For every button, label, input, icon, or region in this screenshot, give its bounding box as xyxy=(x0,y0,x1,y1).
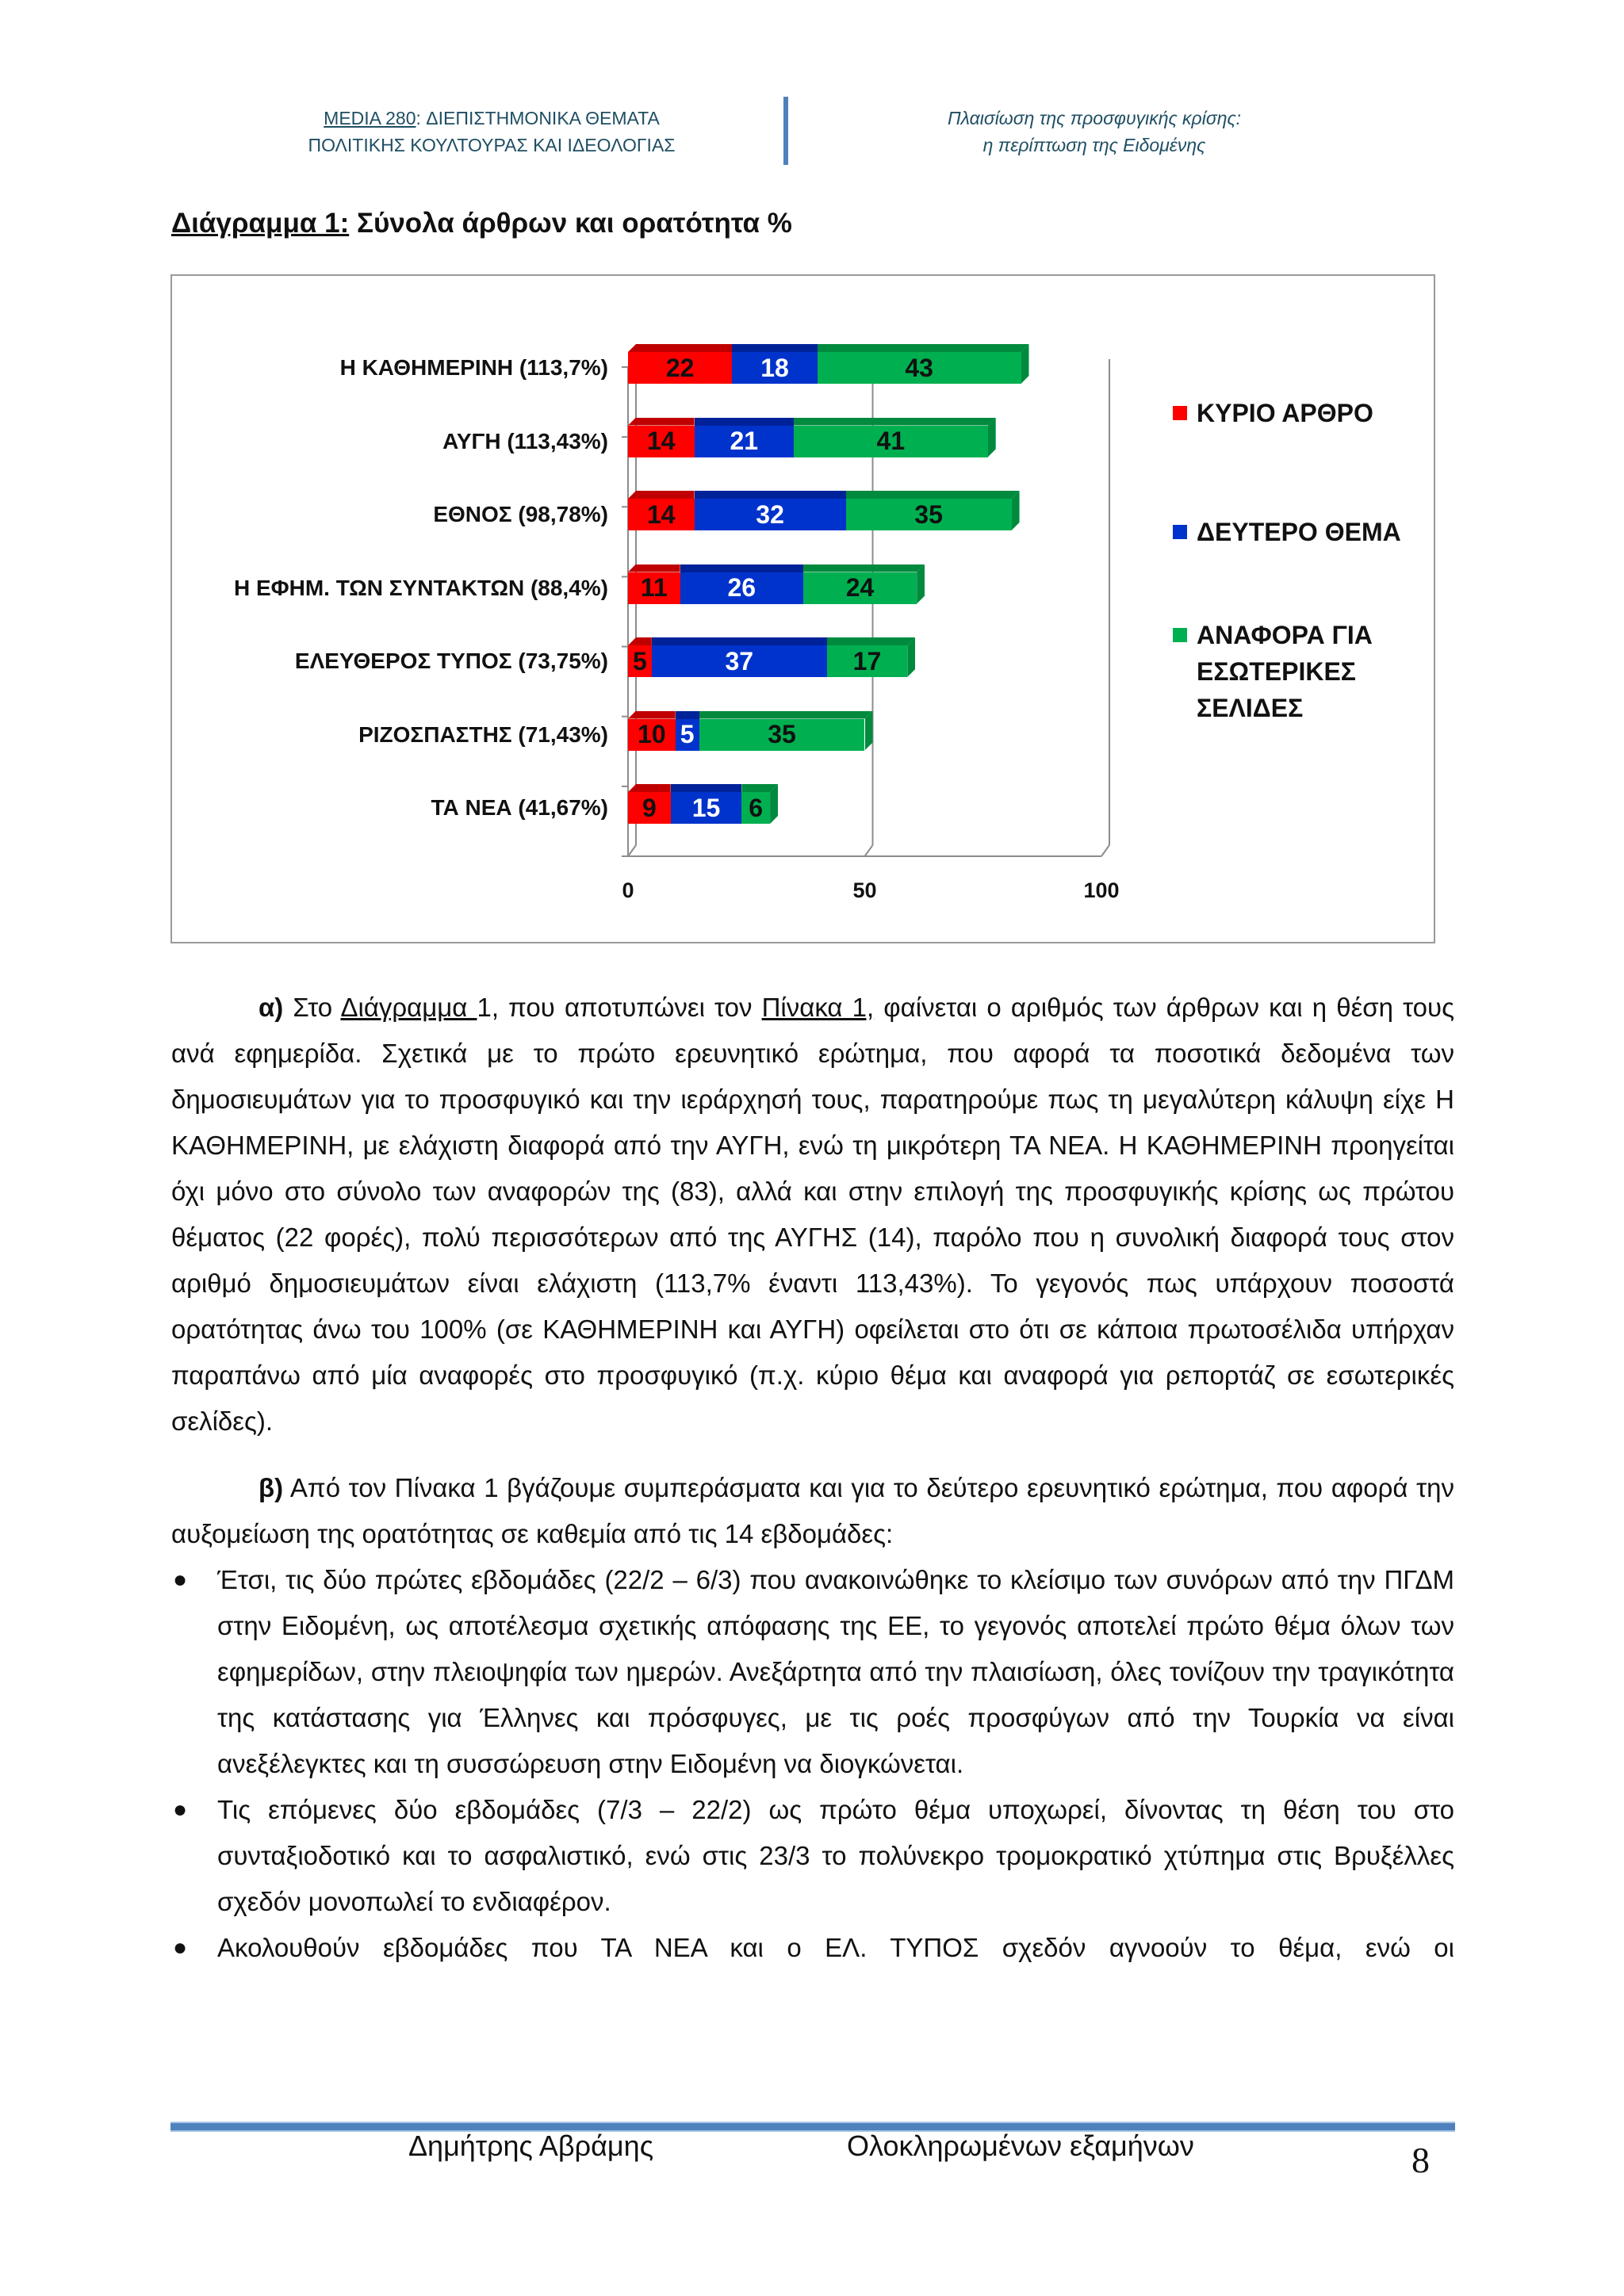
list-item xyxy=(171,1557,1454,1787)
bullet-list xyxy=(171,1557,1454,1971)
category-label: ΡΙΖΟΣΠΑΣΤΗΣ (71,43%) xyxy=(358,721,608,747)
bar-segment: 35 xyxy=(699,719,865,751)
category-label: ΕΛΕΥΘΕΡΟΣ ΤΥΠΟΣ (73,75%) xyxy=(294,649,608,673)
bar-segment: 17 xyxy=(827,645,907,677)
running-header-course xyxy=(270,105,714,159)
bar-segment: 21 xyxy=(695,426,794,457)
list-item xyxy=(171,1787,1454,1925)
figure-title xyxy=(171,208,792,239)
bar-segment-top xyxy=(699,711,873,719)
bar-segment-top xyxy=(671,784,742,792)
category-label: ΕΘΝΟΣ (98,78%) xyxy=(433,502,608,526)
bar-segment: 37 xyxy=(652,645,827,677)
legend-label: ΔΕΥΤΕΡΟ ΘΕΜΑ xyxy=(1197,518,1401,546)
bar-segment: 22 xyxy=(628,352,732,384)
category-label: ΤΑ ΝΕΑ (41,67%) xyxy=(431,795,608,820)
bar-segment: 18 xyxy=(732,352,817,384)
text-run: Στο xyxy=(283,993,341,1022)
legend-swatch-icon xyxy=(1173,406,1187,420)
list-item xyxy=(171,1925,1454,1971)
paragraph-a-marker: α) xyxy=(259,993,284,1022)
course-title-line1: : ΔΙΕΠΙΣΤΗΜΟΝΙΚΑ ΘΕΜΑΤΑ xyxy=(416,108,660,128)
text-run: Από τον Πίνακα 1 βγάζουμε συμπεράσματα και για το δεύτερο ερευνητικό ερώτημα, που αφορά την αυξομείωση της ορατότητας σε καθεμία από τις 14 εβδομάδες: xyxy=(171,1473,1454,1548)
tick-label: 0 xyxy=(622,878,634,902)
text-run: φαίνεται ο αριθμός των άρθρων και η θέση τους ανά εφημερίδα. Σχετικά με το πρώτο ερευνητικό ερώτημα, που αφορά τα ποσοτικά δεδομένα των δημοσιευμάτων για το προσφυγικό και την ιεράρχησή τους, παρατηρούμε πως τη μεγαλύτερη κάλυψη είχε Η ΚΑΘΗΜΕΡΙΝΗ, με ελάχιστη διαφορά από την ΑΥΓΗ, ενώ τη μικρότερη ΤΑ ΝΕΑ. Η ΚΑΘΗΜΕΡΙΝΗ προηγείται όχι μόνο στο σύνολο των αναφορών της (83), αλλά και στην επιλογή της προσφυγικής κρίσης ως πρώτου θέματος (22 φορές), πολύ περισσότερων από της ΑΥΓΗΣ (14), παρόλο που η συνολική διαφορά τους στον αριθμό δημοσιευμάτων είναι ελάχιστη (113,7% έναντι 113,43%). Το γεγονός πως υπάρχουν ποσοστά ορατότητας άνω του 100% (σε ΚΑΘΗΜΕΡΙΝΗ και ΑΥΓΗ) οφείλεται στο ότι σε κάποια πρωτοσέλιδα υπήρχαν παραπάνω από μία αναφορές στο προσφυγικό (π.χ. κύριο θέμα και αναφορά για ρεπορτάζ σε εσωτερικές σελίδες). xyxy=(171,993,1454,1436)
category-axis-labels xyxy=(172,276,608,942)
bar-segment: 6 xyxy=(741,792,770,824)
bar-segment-top xyxy=(827,637,915,645)
legend-item xyxy=(1173,514,1401,550)
bar-segment: 43 xyxy=(818,352,1021,384)
paper-title-line2: η περίπτωση της Ειδομένης xyxy=(982,135,1206,155)
bar-segment: 26 xyxy=(680,572,803,604)
tick-label: 100 xyxy=(1083,878,1120,902)
tick-label: 50 xyxy=(852,878,877,902)
legend-label: ΚΥΡΙΟ ΑΡΘΡΟ xyxy=(1197,399,1373,427)
bar-segment: 11 xyxy=(628,572,680,604)
bar-segment: 14 xyxy=(628,499,695,530)
list-item-text: Τις επόμενες δύο εβδομάδες (7/3 – 22/2) ως πρώτο θέμα υποχωρεί, δίνοντας τη θέση του στο συνταξιοδοτικό και το ασφαλιστικό, ενώ στις 23/3 το πολύνεκρο τρομοκρατικό χτύπημα στις Βρυξέλλες σχεδόν μονοπωλεί το ενδιαφέρον. xyxy=(217,1795,1454,1916)
figure-caption: Σύνολα άρθρων και ορατότητα % xyxy=(349,208,792,239)
bar-segment-top xyxy=(652,637,827,645)
bar-segment-top xyxy=(628,491,695,499)
bar-segment: 5 xyxy=(628,645,652,677)
figure-reference: Διάγραμμα xyxy=(340,993,477,1022)
category-label: Η ΚΑΘΗΜΕΡΙΝΗ (113,7%) xyxy=(339,355,608,380)
bar-segment-top xyxy=(628,344,732,352)
bullet-icon: ● xyxy=(173,1934,188,1961)
bar-segment-top xyxy=(628,564,680,572)
legend-swatch-icon xyxy=(1173,525,1187,539)
page-number: 8 xyxy=(1411,2140,1430,2180)
bar-segment: 15 xyxy=(671,792,742,824)
bar-segment: 5 xyxy=(676,719,699,751)
bullet-icon: ● xyxy=(173,1797,188,1823)
legend-item xyxy=(1173,617,1373,726)
paragraph-b-marker: β) xyxy=(259,1473,284,1502)
bar-segment-top xyxy=(846,491,1020,499)
figure-label: Διάγραμμα 1: xyxy=(171,208,350,239)
list-item-text: Έτσι, τις δύο πρώτες εβδομάδες (22/2 – 6/3) που ανακοινώθηκε το κλείσιμο των συνόρων από την ΠΓΔΜ στην Ειδομένη, ως αποτέλεσμα σχετικής απόφασης της ΕΕ, το γεγονός αποτελεί πρώτο θέμα όλων των εφημερίδων, στην πλειοψηφία των ημερών. Ανεξάρτητα από την πλαισίωση, όλες τονίζουν την τραγικότητα της κατάστασης για Έλληνες και πρόσφυγες, με τις ροές προσφύγων από την Τουρκία να είναι ανεξέλεγκτες και τη συσσώρευση στην Ειδομένη να διογκώνεται. xyxy=(217,1565,1454,1778)
footer-rule xyxy=(170,2122,1455,2132)
bar-segment: 9 xyxy=(628,792,671,824)
bar-segment: 35 xyxy=(846,499,1012,530)
body-text xyxy=(171,985,1454,1971)
legend-swatch-icon xyxy=(1173,628,1187,642)
running-header-paper xyxy=(856,105,1332,159)
bar-segment-top xyxy=(732,344,817,352)
paragraph-a xyxy=(171,985,1454,1445)
paragraph-b xyxy=(171,1465,1454,1557)
stacked-bar-chart xyxy=(170,274,1435,943)
paper-title-line1: Πλαισίωση της προσφυγικής κρίσης: xyxy=(947,108,1242,128)
category-label: Η ΕΦΗΜ. ΤΩΝ ΣΥΝΤΑΚΤΩΝ (88,4%) xyxy=(233,575,608,600)
bar-segment: 41 xyxy=(794,426,988,457)
bar-segment-top xyxy=(794,418,996,426)
table-reference: Πίνακα 1, xyxy=(761,993,875,1022)
bullet-icon: ● xyxy=(173,1567,188,1593)
legend-label: ΑΝΑΦΟΡΑ ΓΙΑ ΕΣΩΤΕΡΙΚΕΣ ΣΕΛΙΔΕΣ xyxy=(1197,621,1373,722)
course-code: MEDIA 280 xyxy=(324,108,416,128)
text-run: 1, που αποτυπώνει τον xyxy=(477,993,762,1022)
bar-segment-top xyxy=(628,711,676,719)
legend-item xyxy=(1173,395,1373,431)
bar-segment-top xyxy=(676,711,699,719)
bar-segment-top xyxy=(680,564,803,572)
header-divider xyxy=(783,97,788,165)
bar-segment-top xyxy=(695,491,846,499)
bar-segment-top xyxy=(695,418,794,426)
bar-segment: 10 xyxy=(628,719,676,751)
course-title-line2: ΠΟΛΙΤΙΚΗΣ ΚΟΥΛΤΟΥΡΑΣ ΚΑΙ ΙΔΕΟΛΟΓΙΑΣ xyxy=(308,135,676,155)
footer-author: Δημήτρης Αβράμης xyxy=(408,2130,654,2162)
bar-segment: 32 xyxy=(695,499,846,530)
bar-segment-top xyxy=(818,344,1029,352)
footer-course: Ολοκληρωμένων εξαμήνων xyxy=(847,2130,1194,2162)
list-item-text: Ακολουθούν εβδομάδες που ΤΑ ΝΕΑ και ο ΕΛ. ΤΥΠΟΣ σχεδόν αγνοούν το θέμα, ενώ οι xyxy=(217,1933,1454,1962)
bar-segment: 14 xyxy=(628,426,695,457)
bar-segment-top xyxy=(628,418,695,426)
bar-segment: 24 xyxy=(803,572,917,604)
category-label: ΑΥΓΗ (113,43%) xyxy=(442,428,608,453)
bar-segment-top xyxy=(803,564,925,572)
